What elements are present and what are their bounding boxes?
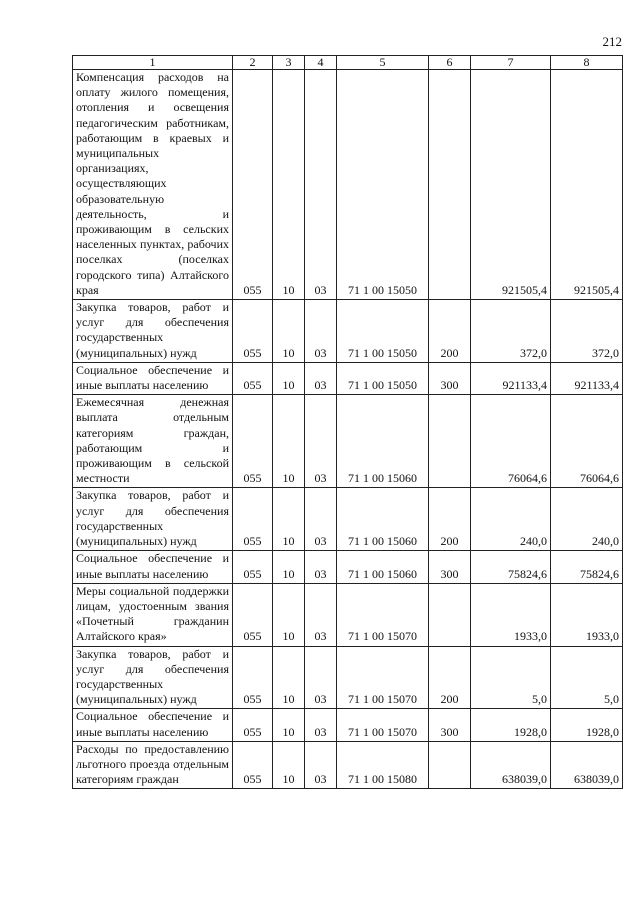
target-article-code: 71 1 00 15050: [337, 362, 429, 394]
column-number: 4: [305, 56, 337, 70]
target-article-code: 71 1 00 15060: [337, 488, 429, 551]
target-article-code: 71 1 00 15080: [337, 741, 429, 789]
subsection-code: 03: [305, 70, 337, 300]
table-row: [73, 362, 623, 394]
amount-year-1: 5,0: [471, 646, 551, 709]
amount-year-2: 75824,6: [551, 551, 623, 583]
section-code: 10: [273, 395, 305, 488]
section-code: 10: [273, 551, 305, 583]
subsection-code: 03: [305, 362, 337, 394]
table-row: [73, 646, 623, 709]
subsection-code: 03: [305, 709, 337, 741]
target-article-code: 71 1 00 15050: [337, 300, 429, 363]
table-row: [73, 70, 623, 300]
amount-year-2: 1928,0: [551, 709, 623, 741]
amount-year-1: 638039,0: [471, 741, 551, 789]
column-number: 5: [337, 56, 429, 70]
table-row: [73, 300, 623, 363]
column-number-header: [73, 56, 623, 70]
table-row: [73, 741, 623, 789]
expense-name: Закупка товаров, работ и услуг для обеспечения государственных (муниципальных) нужд: [73, 300, 233, 363]
table-row: [73, 709, 623, 741]
expense-name: Социальное обеспечение и иные выплаты населению: [73, 362, 233, 394]
amount-year-1: 372,0: [471, 300, 551, 363]
expense-type-code: [429, 395, 471, 488]
subsection-code: 03: [305, 583, 337, 646]
table-row: [73, 488, 623, 551]
ministry-code: 055: [233, 395, 273, 488]
expense-type-code: 300: [429, 551, 471, 583]
table-row: [73, 583, 623, 646]
amount-year-1: 921133,4: [471, 362, 551, 394]
section-code: 10: [273, 300, 305, 363]
expense-name: Расходы по предоставлению льготного проезда отдельным категориям граждан: [73, 741, 233, 789]
amount-year-2: 5,0: [551, 646, 623, 709]
amount-year-2: 638039,0: [551, 741, 623, 789]
expense-type-code: 300: [429, 709, 471, 741]
amount-year-1: 1933,0: [471, 583, 551, 646]
ministry-code: 055: [233, 488, 273, 551]
column-number: 2: [233, 56, 273, 70]
column-number: 8: [551, 56, 623, 70]
ministry-code: 055: [233, 646, 273, 709]
section-code: 10: [273, 741, 305, 789]
section-code: 10: [273, 646, 305, 709]
expense-type-code: 300: [429, 362, 471, 394]
amount-year-2: 921505,4: [551, 70, 623, 300]
ministry-code: 055: [233, 583, 273, 646]
amount-year-2: 1933,0: [551, 583, 623, 646]
subsection-code: 03: [305, 395, 337, 488]
expense-type-code: [429, 583, 471, 646]
expense-name: Закупка товаров, работ и услуг для обеспечения государственных (муниципальных) нужд: [73, 646, 233, 709]
subsection-code: 03: [305, 741, 337, 789]
subsection-code: 03: [305, 646, 337, 709]
subsection-code: 03: [305, 488, 337, 551]
column-number: 6: [429, 56, 471, 70]
amount-year-1: 240,0: [471, 488, 551, 551]
page-number: 212: [602, 34, 622, 49]
expense-type-code: [429, 70, 471, 300]
ministry-code: 055: [233, 741, 273, 789]
subsection-code: 03: [305, 551, 337, 583]
section-code: 10: [273, 70, 305, 300]
expense-name: Социальное обеспечение и иные выплаты населению: [73, 551, 233, 583]
amount-year-2: 921133,4: [551, 362, 623, 394]
expense-type-code: 200: [429, 488, 471, 551]
budget-table: [72, 55, 623, 789]
column-number: 7: [471, 56, 551, 70]
subsection-code: 03: [305, 300, 337, 363]
target-article-code: 71 1 00 15070: [337, 646, 429, 709]
section-code: 10: [273, 362, 305, 394]
column-number: 1: [73, 56, 233, 70]
expense-name: Социальное обеспечение и иные выплаты населению: [73, 709, 233, 741]
section-code: 10: [273, 488, 305, 551]
expense-name: Закупка товаров, работ и услуг для обеспечения государственных (муниципальных) нужд: [73, 488, 233, 551]
expense-type-code: 200: [429, 646, 471, 709]
target-article-code: 71 1 00 15070: [337, 709, 429, 741]
amount-year-1: 1928,0: [471, 709, 551, 741]
amount-year-1: 76064,6: [471, 395, 551, 488]
section-code: 10: [273, 583, 305, 646]
column-number: 3: [273, 56, 305, 70]
amount-year-2: 240,0: [551, 488, 623, 551]
amount-year-2: 76064,6: [551, 395, 623, 488]
section-code: 10: [273, 709, 305, 741]
expense-type-code: 200: [429, 300, 471, 363]
ministry-code: 055: [233, 709, 273, 741]
table-row: [73, 395, 623, 488]
amount-year-2: 372,0: [551, 300, 623, 363]
amount-year-1: 75824,6: [471, 551, 551, 583]
table-row: [73, 551, 623, 583]
target-article-code: 71 1 00 15050: [337, 70, 429, 300]
ministry-code: 055: [233, 300, 273, 363]
expense-type-code: [429, 741, 471, 789]
ministry-code: 055: [233, 551, 273, 583]
target-article-code: 71 1 00 15070: [337, 583, 429, 646]
amount-year-1: 921505,4: [471, 70, 551, 300]
expense-name: Ежемесячная денежная выплата отдельным категориям граждан, работающим и проживающим в сельской местности: [73, 395, 233, 488]
expense-name: Компенсация расходов на оплату жилого помещения, отопления и освещения педагогическим работникам, работающим в краевых и муниципальных организациях, осуществляющих образовательную деятельность, и проживающим в сельских населенных пунктах, рабочих поселках (поселках городского типа) Алтайского края: [73, 70, 233, 300]
ministry-code: 055: [233, 362, 273, 394]
ministry-code: 055: [233, 70, 273, 300]
expense-name: Меры социальной поддержки лицам, удостоенным звания «Почетный гражданин Алтайского края»: [73, 583, 233, 646]
target-article-code: 71 1 00 15060: [337, 551, 429, 583]
target-article-code: 71 1 00 15060: [337, 395, 429, 488]
